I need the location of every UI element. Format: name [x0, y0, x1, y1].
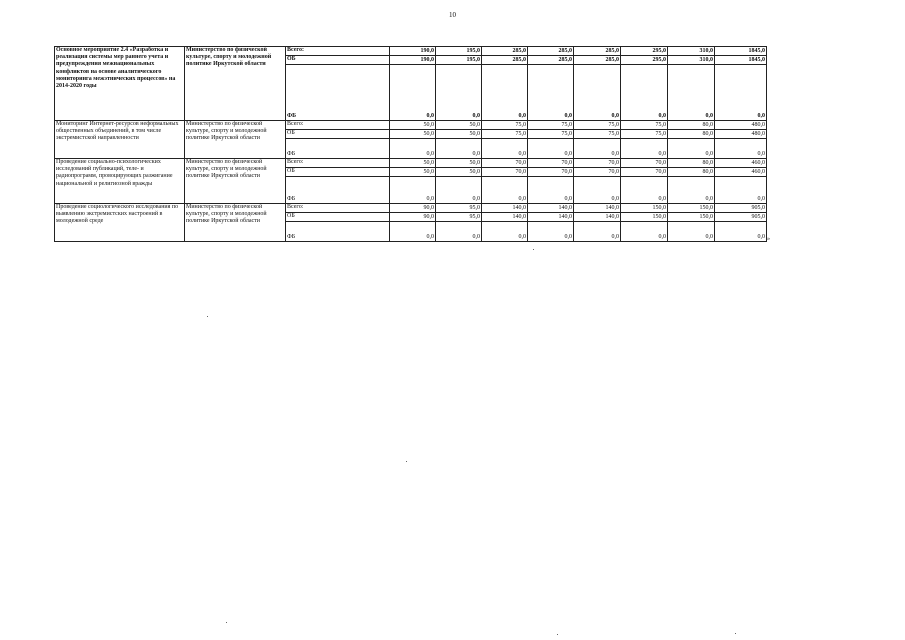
- value-cell: 310,0: [668, 56, 715, 65]
- total-cell: 0,0: [715, 139, 767, 159]
- value-cell: 285,0: [528, 56, 574, 65]
- table-row: [55, 159, 767, 168]
- funding-source-cell: Всего:: [286, 204, 390, 213]
- value-cell: 0,0: [668, 139, 715, 159]
- total-cell: 460,0: [715, 168, 767, 177]
- value-cell: 0,0: [574, 139, 621, 159]
- scan-speck: [735, 633, 736, 634]
- total-cell: 905,0: [715, 204, 767, 213]
- page-number: 10: [449, 11, 456, 19]
- value-cell: 140,0: [482, 213, 528, 222]
- value-cell: 0,0: [390, 139, 436, 159]
- value-cell: 50,0: [436, 159, 482, 168]
- value-cell: 0,0: [390, 222, 436, 242]
- value-cell: 285,0: [482, 56, 528, 65]
- value-cell: 0,0: [390, 177, 436, 204]
- measure-cell: Проведение социологического исследования по выявлению экстремистских настроений в молодежной среде: [55, 204, 185, 242]
- value-cell: 50,0: [436, 121, 482, 130]
- value-cell: 295,0: [621, 47, 668, 56]
- closing-quote-mark: »: [767, 236, 770, 242]
- value-cell: 0,0: [436, 139, 482, 159]
- value-cell: 140,0: [528, 213, 574, 222]
- total-cell: 480,0: [715, 121, 767, 130]
- value-cell: 285,0: [528, 47, 574, 56]
- funding-source-cell: Всего:: [286, 121, 390, 130]
- value-cell: 0,0: [668, 222, 715, 242]
- value-cell: 0,0: [528, 222, 574, 242]
- value-cell: 0,0: [621, 222, 668, 242]
- value-cell: 50,0: [390, 168, 436, 177]
- value-cell: 80,0: [668, 130, 715, 139]
- total-cell: 460,0: [715, 159, 767, 168]
- executor-cell: Министерство по физической культуре, спорту и молодежной политике Иркутской области: [185, 159, 286, 204]
- value-cell: 285,0: [574, 56, 621, 65]
- value-cell: 80,0: [668, 168, 715, 177]
- value-cell: 75,0: [482, 130, 528, 139]
- value-cell: 140,0: [482, 204, 528, 213]
- funding-source-cell: ОБ: [286, 130, 390, 139]
- value-cell: 0,0: [528, 139, 574, 159]
- total-cell: 1845,0: [715, 56, 767, 65]
- value-cell: 50,0: [390, 159, 436, 168]
- executor-cell: Министерство по физической культуре, спорту и молодежной политике Иркутской области: [185, 47, 286, 121]
- value-cell: 150,0: [668, 204, 715, 213]
- value-cell: 0,0: [528, 177, 574, 204]
- value-cell: 70,0: [574, 168, 621, 177]
- value-cell: 0,0: [621, 139, 668, 159]
- value-cell: 75,0: [621, 130, 668, 139]
- value-cell: 50,0: [390, 130, 436, 139]
- value-cell: 75,0: [482, 121, 528, 130]
- value-cell: 285,0: [574, 47, 621, 56]
- value-cell: 0,0: [621, 65, 668, 121]
- value-cell: 70,0: [482, 168, 528, 177]
- value-cell: 190,0: [390, 47, 436, 56]
- executor-cell: Министерство по физической культуре, спорту и молодежной политике Иркутской области: [185, 121, 286, 159]
- value-cell: 195,0: [436, 56, 482, 65]
- funding-source-cell: ОБ: [286, 168, 390, 177]
- value-cell: 150,0: [621, 204, 668, 213]
- funding-source-cell: Всего:: [286, 47, 390, 56]
- total-cell: 1845,0: [715, 47, 767, 56]
- funding-source-cell: ФБ: [286, 65, 390, 121]
- value-cell: 0,0: [574, 177, 621, 204]
- measure-cell: Проведение социально-психологических исследований публикаций, теле- и радиопрограмм, провоцирующих разжигание национальной и религиозной вражды: [55, 159, 185, 204]
- value-cell: 80,0: [668, 159, 715, 168]
- table-row: [55, 121, 767, 130]
- total-cell: 0,0: [715, 177, 767, 204]
- value-cell: 50,0: [390, 121, 436, 130]
- value-cell: 150,0: [668, 213, 715, 222]
- table-row: [55, 47, 767, 56]
- value-cell: 0,0: [482, 139, 528, 159]
- value-cell: 195,0: [436, 47, 482, 56]
- funding-source-cell: ОБ: [286, 213, 390, 222]
- value-cell: 0,0: [390, 65, 436, 121]
- value-cell: 285,0: [482, 47, 528, 56]
- value-cell: 295,0: [621, 56, 668, 65]
- value-cell: 0,0: [436, 222, 482, 242]
- value-cell: 0,0: [668, 65, 715, 121]
- funding-source-cell: ФБ: [286, 177, 390, 204]
- value-cell: 150,0: [621, 213, 668, 222]
- scan-speck: [557, 634, 558, 635]
- total-cell: 480,0: [715, 130, 767, 139]
- value-cell: 70,0: [574, 159, 621, 168]
- value-cell: 70,0: [621, 159, 668, 168]
- funding-source-cell: ОБ: [286, 56, 390, 65]
- value-cell: 95,0: [436, 204, 482, 213]
- total-cell: 0,0: [715, 65, 767, 121]
- value-cell: 90,0: [390, 213, 436, 222]
- value-cell: 140,0: [528, 204, 574, 213]
- executor-cell: Министерство по физической культуре, спорту и молодежной политике Иркутской области: [185, 204, 286, 242]
- scan-speck: [406, 461, 407, 462]
- value-cell: 70,0: [528, 168, 574, 177]
- value-cell: 0,0: [574, 222, 621, 242]
- value-cell: 50,0: [436, 168, 482, 177]
- measure-cell: Основное мероприятие 2.4 «Разработка и реализация системы мер раннего учета и предупреждения межнациональных конфликтов на основе аналитического мониторинга межэтнических процессов» на 2014-2020 годы: [55, 47, 185, 121]
- value-cell: 95,0: [436, 213, 482, 222]
- value-cell: 0,0: [668, 177, 715, 204]
- value-cell: 0,0: [482, 222, 528, 242]
- value-cell: 140,0: [574, 204, 621, 213]
- value-cell: 0,0: [482, 65, 528, 121]
- value-cell: 90,0: [390, 204, 436, 213]
- measure-cell: Мониторинг Интернет-ресурсов неформальных общественных объединений, в том числе экстремистской направленности: [55, 121, 185, 159]
- value-cell: 75,0: [574, 130, 621, 139]
- table-row: [55, 204, 767, 213]
- value-cell: 75,0: [574, 121, 621, 130]
- value-cell: 75,0: [621, 121, 668, 130]
- value-cell: 70,0: [621, 168, 668, 177]
- total-cell: 0,0: [715, 222, 767, 242]
- total-cell: 905,0: [715, 213, 767, 222]
- value-cell: 80,0: [668, 121, 715, 130]
- value-cell: 0,0: [574, 65, 621, 121]
- value-cell: 190,0: [390, 56, 436, 65]
- value-cell: 75,0: [528, 130, 574, 139]
- scan-speck: [226, 622, 227, 623]
- value-cell: 310,0: [668, 47, 715, 56]
- budget-table: [54, 46, 767, 242]
- funding-source-cell: ФБ: [286, 139, 390, 159]
- scan-speck: [533, 249, 534, 250]
- value-cell: 140,0: [574, 213, 621, 222]
- value-cell: 0,0: [621, 177, 668, 204]
- value-cell: 50,0: [436, 130, 482, 139]
- value-cell: 0,0: [436, 177, 482, 204]
- value-cell: 75,0: [528, 121, 574, 130]
- value-cell: 0,0: [436, 65, 482, 121]
- scan-speck: [207, 316, 208, 317]
- funding-source-cell: ФБ: [286, 222, 390, 242]
- value-cell: 70,0: [482, 159, 528, 168]
- value-cell: 70,0: [528, 159, 574, 168]
- value-cell: 0,0: [528, 65, 574, 121]
- funding-source-cell: Всего:: [286, 159, 390, 168]
- value-cell: 0,0: [482, 177, 528, 204]
